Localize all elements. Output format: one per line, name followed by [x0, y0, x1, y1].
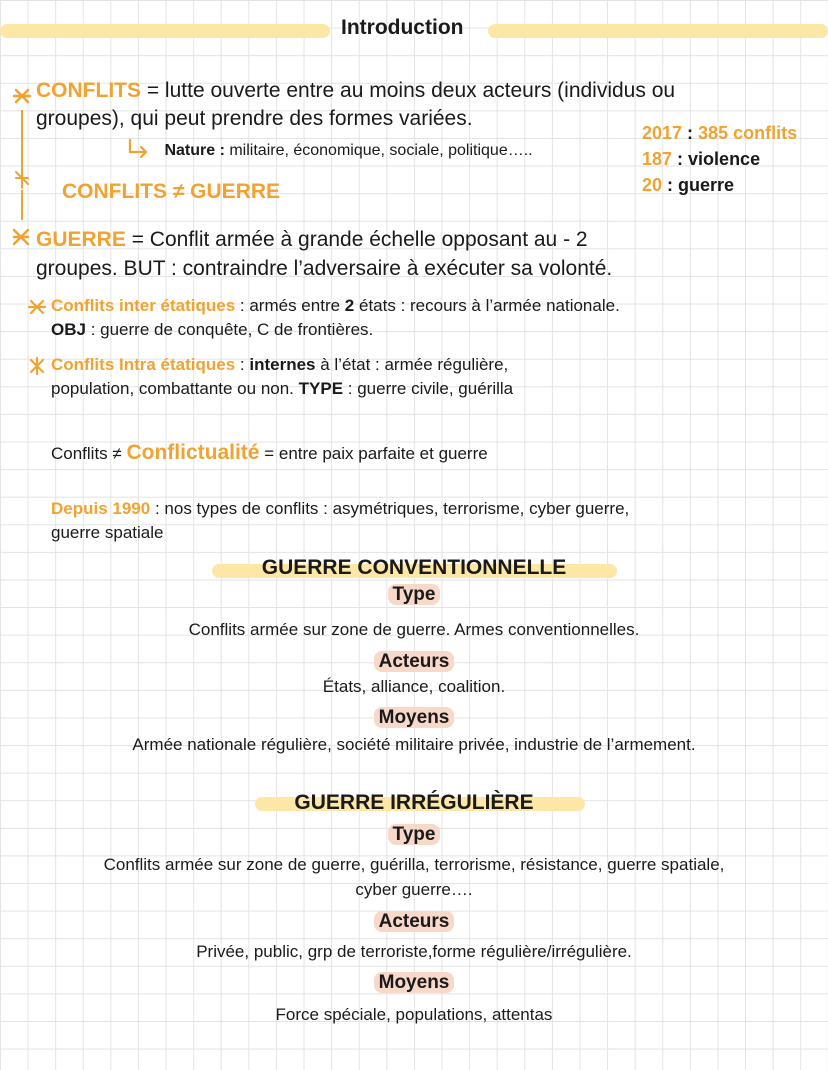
bracket-line-icon	[8, 80, 38, 255]
intra-line1: Conflits Intra étatiques : internes à l’état : armée régulière,	[51, 355, 509, 374]
inter-title: Conflits inter étatiques	[51, 296, 236, 315]
conflits-definition-line1: CONFLITS = lutte ouverte entre au moins deux acteurs (individus ou	[36, 79, 676, 102]
conventionnelle-acteurs-row	[0, 651, 828, 673]
conventionnelle-moyens-text: Armée nationale régulière, société militaire privée, industrie de l’armement.	[132, 735, 696, 754]
irreguliere-moyens-row	[0, 972, 828, 994]
irreguliere-type-label: Type	[388, 824, 441, 845]
guerre-definition-line1: GUERRE = Conflit armée à grande échelle opposant au - 2	[36, 228, 588, 251]
irreguliere-acteurs-label: Acteurs	[374, 911, 455, 932]
irreguliere-type-text-line2: cyber guerre….	[355, 880, 473, 899]
guerre-term: GUERRE	[36, 228, 126, 251]
header-bar-left	[0, 24, 330, 38]
asterisk-icon	[28, 298, 46, 316]
irreguliere-moyens-text: Force spéciale, populations, attentas	[275, 1005, 553, 1024]
conflits-term: CONFLITS	[36, 79, 141, 102]
irreguliere-type-text-line1: Conflits armée sur zone de guerre, guérilla, terrorisme, résistance, guerre spatiale,	[103, 855, 725, 874]
intra-line2: population, combattante ou non. TYPE : guerre civile, guérilla	[51, 379, 514, 398]
header-bar-right	[488, 24, 828, 38]
nature-label: Nature :	[164, 142, 225, 159]
conflictualite-term: Conflictualité	[126, 441, 260, 464]
conventionnelle-type-row	[0, 584, 828, 606]
page-title: Introduction	[341, 16, 464, 39]
stat-row: 187 : violence	[642, 149, 761, 169]
conventionnelle-heading: GUERRE CONVENTIONNELLE	[261, 556, 567, 579]
intra-title: Conflits Intra étatiques	[51, 355, 236, 374]
conventionnelle-type-label: Type	[388, 584, 441, 605]
irreguliere-moyens-label: Moyens	[374, 972, 455, 993]
conflictualite-line: Conflits ≠ Conflictualité = entre paix parfaite et guerre	[51, 441, 488, 464]
irreguliere-acteurs-row	[0, 911, 828, 933]
conventionnelle-type-text: Conflits armée sur zone de guerre. Armes conventionnelles.	[188, 620, 640, 639]
conflits-definition-line2: groupes), qui peut prendre des formes variées.	[36, 107, 473, 130]
inter-line1: Conflits inter étatiques : armés entre 2 états : recours à l’armée nationale.	[51, 296, 620, 315]
conventionnelle-acteurs-label: Acteurs	[374, 651, 455, 672]
conflits-not-guerre-heading: CONFLITS ≠ GUERRE	[62, 180, 281, 203]
inter-line2: OBJ : guerre de conquête, C de frontières.	[51, 320, 374, 339]
conventionnelle-moyens-label: Moyens	[374, 707, 455, 728]
nature-line: Nature : militaire, économique, sociale, politique…..	[126, 138, 533, 160]
conventionnelle-acteurs-text: États, alliance, coalition.	[322, 677, 506, 696]
conventionnelle-moyens-row	[0, 707, 828, 729]
stats-block	[642, 120, 797, 198]
irreguliere-heading: GUERRE IRRÉGULIÈRE	[294, 791, 534, 814]
guerre-definition-line2: groupes. BUT : contraindre l’adversaire à exécuter sa volonté.	[36, 257, 613, 280]
depuis-line2: guerre spatiale	[51, 523, 164, 542]
irreguliere-type-row	[0, 824, 828, 846]
asterisk-icon	[28, 357, 46, 375]
stat-row: 2017 : 385 conflits	[642, 123, 798, 143]
depuis-label: Depuis 1990	[51, 499, 151, 518]
arrow-return-icon	[126, 138, 152, 158]
irreguliere-acteurs-text: Privée, public, grp de terroriste,forme régulière/irrégulière.	[196, 942, 632, 961]
depuis-line1: Depuis 1990 : nos types de conflits : asymétriques, terrorisme, cyber guerre,	[51, 499, 630, 518]
stat-row: 20 : guerre	[642, 175, 735, 195]
